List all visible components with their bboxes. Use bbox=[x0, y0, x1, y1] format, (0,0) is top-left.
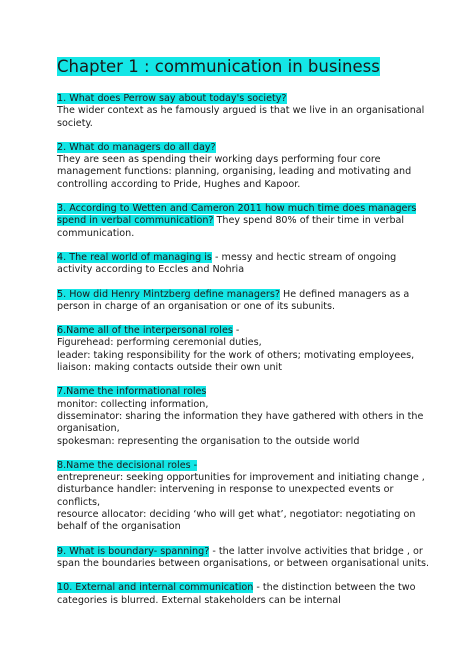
question-7: 7.Name the informational roles bbox=[57, 386, 207, 398]
answer-2: They are seen as spending their working days performing four core management functions: planning, organising, leading and motivating and controlling according to Pride, Hughes and Kapoor. bbox=[57, 154, 412, 190]
qa-item-4 bbox=[57, 252, 434, 277]
answer-3: They spend 80% of their time in verbal communication. bbox=[57, 215, 405, 239]
question-5: 5. How did Henry Mintzberg define managers? bbox=[57, 288, 280, 300]
answer-9: - the latter involve activities that bridge , or span the boundaries between organisations, or between organisational units. bbox=[57, 545, 430, 569]
question-4: 4. The real world of managing is bbox=[57, 251, 212, 263]
chapter-title bbox=[57, 57, 434, 77]
answer-1: The wider context as he famously argued is that we live in an organisational society. bbox=[57, 105, 425, 129]
role-line: entrepreneur: seeking opportunities for improvement and initiating change , bbox=[57, 472, 425, 484]
qa-item-10 bbox=[57, 582, 434, 607]
question-3: 3. According to Wetten and Cameron 2011 how much time does managers spend in verbal communication? bbox=[57, 203, 417, 227]
qa-item-1 bbox=[57, 93, 434, 130]
qa-item-7 bbox=[57, 386, 434, 447]
role-line: disturbance handler: intervening in response to unexpected events or conflicts, bbox=[57, 484, 394, 508]
qa-item-5 bbox=[57, 289, 434, 314]
role-line: resource allocator: deciding ‘who will get what’, negotiator: negotiating on behalf of the organisation bbox=[57, 509, 416, 533]
answer-6: - bbox=[232, 325, 240, 337]
qa-item-9 bbox=[57, 546, 434, 571]
question-6: 6.Name all of the interpersonal roles bbox=[57, 325, 233, 337]
question-10: 10. External and internal communication bbox=[57, 582, 254, 594]
question-2: 2. What do managers do all day? bbox=[57, 141, 216, 153]
qa-item-2 bbox=[57, 142, 434, 191]
question-9: 9. What is boundary- spanning? bbox=[57, 545, 210, 557]
qa-item-3 bbox=[57, 203, 434, 240]
question-1: 1. What does Perrow say about today's society? bbox=[57, 93, 287, 104]
role-line: monitor: collecting information, bbox=[57, 398, 209, 410]
qa-item-8 bbox=[57, 460, 434, 534]
answer-4: - messy and hectic stream of ongoing activity according to Eccles and Nohria bbox=[57, 251, 397, 276]
answer-5: He defined managers as a person in charge of an organisation or one of its subunits. bbox=[57, 288, 410, 312]
chapter-title-text: Chapter 1 : communication in business bbox=[57, 57, 380, 76]
role-line: spokesman: representing the organisation to the outside world bbox=[57, 435, 360, 447]
answer-10: - the distinction between the two categories is blurred. External stakeholders can be internal bbox=[57, 582, 416, 606]
role-line: liaison: making contacts outside their own unit bbox=[57, 362, 282, 374]
qa-item-6 bbox=[57, 325, 434, 374]
role-line: leader: taking responsibility for the work of others; motivating employees, bbox=[57, 349, 415, 361]
role-line: disseminator: sharing the information they have gathered with others in the organisation, bbox=[57, 410, 424, 435]
question-8: 8.Name the decisional roles - bbox=[57, 459, 198, 471]
role-line: Figurehead: performing ceremonial duties, bbox=[57, 337, 262, 349]
